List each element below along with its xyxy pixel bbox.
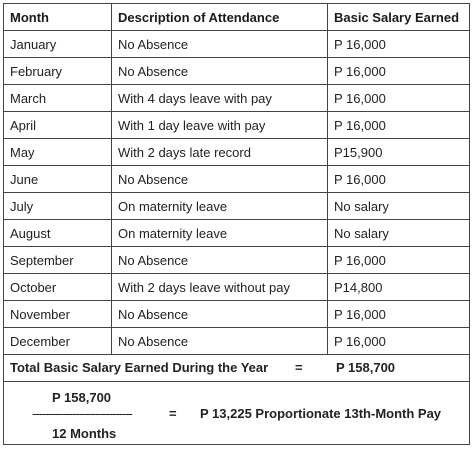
table-header-row	[4, 4, 470, 31]
cell-description: With 4 days leave with pay	[112, 85, 328, 112]
cell-month: December	[4, 328, 112, 355]
cell-description: No Absence	[112, 166, 328, 193]
table-row	[4, 274, 470, 301]
formula-numerator: P 158,700	[52, 390, 112, 405]
cell-month: April	[4, 112, 112, 139]
table-row	[4, 247, 470, 274]
cell-month: July	[4, 193, 112, 220]
cell-description: No Absence	[112, 301, 328, 328]
cell-description: On maternity leave	[112, 193, 328, 220]
cell-salary: No salary	[328, 193, 470, 220]
cell-description: With 2 days leave without pay	[112, 274, 328, 301]
table-row	[4, 58, 470, 85]
table-row	[4, 139, 470, 166]
formula-row	[4, 382, 470, 445]
cell-salary: P 16,000	[328, 247, 470, 274]
formula-equals: =	[169, 406, 177, 421]
cell-month: August	[4, 220, 112, 247]
cell-salary: P14,800	[328, 274, 470, 301]
cell-month: June	[4, 166, 112, 193]
cell-month: September	[4, 247, 112, 274]
cell-salary: P 16,000	[328, 31, 470, 58]
table-row	[4, 31, 470, 58]
table-row	[4, 220, 470, 247]
table-row	[4, 166, 470, 193]
header-month: Month	[4, 4, 112, 31]
cell-salary: P 16,000	[328, 301, 470, 328]
cell-description: With 1 day leave with pay	[112, 112, 328, 139]
formula-cell	[4, 382, 470, 445]
total-label: Total Basic Salary Earned During the Year	[10, 360, 269, 375]
cell-salary: P 16,000	[328, 112, 470, 139]
table-row	[4, 85, 470, 112]
header-description: Description of Attendance	[112, 4, 328, 31]
cell-month: May	[4, 139, 112, 166]
cell-month: October	[4, 274, 112, 301]
cell-month: January	[4, 31, 112, 58]
table-row	[4, 301, 470, 328]
formula-divider: ------------------------------	[32, 406, 132, 421]
total-value: P 158,700	[336, 360, 396, 375]
header-salary: Basic Salary Earned	[328, 4, 470, 31]
cell-description: On maternity leave	[112, 220, 328, 247]
cell-month: March	[4, 85, 112, 112]
cell-salary: No salary	[328, 220, 470, 247]
cell-salary: P 16,000	[328, 58, 470, 85]
table-row	[4, 193, 470, 220]
cell-month: February	[4, 58, 112, 85]
table-row	[4, 328, 470, 355]
cell-salary: P15,900	[328, 139, 470, 166]
formula-result: P 13,225 Proportionate 13th-Month Pay	[200, 406, 442, 421]
total-equals: =	[295, 360, 303, 375]
cell-description: No Absence	[112, 31, 328, 58]
total-cell	[4, 355, 470, 382]
cell-salary: P 16,000	[328, 328, 470, 355]
cell-description: No Absence	[112, 328, 328, 355]
formula-denominator: 12 Months	[52, 426, 117, 441]
cell-description: No Absence	[112, 247, 328, 274]
cell-salary: P 16,000	[328, 85, 470, 112]
cell-description: No Absence	[112, 58, 328, 85]
cell-month: November	[4, 301, 112, 328]
cell-salary: P 16,000	[328, 166, 470, 193]
cell-description: With 2 days late record	[112, 139, 328, 166]
salary-table	[3, 3, 470, 445]
total-row	[4, 355, 470, 382]
table-body	[4, 31, 470, 355]
table-row	[4, 112, 470, 139]
